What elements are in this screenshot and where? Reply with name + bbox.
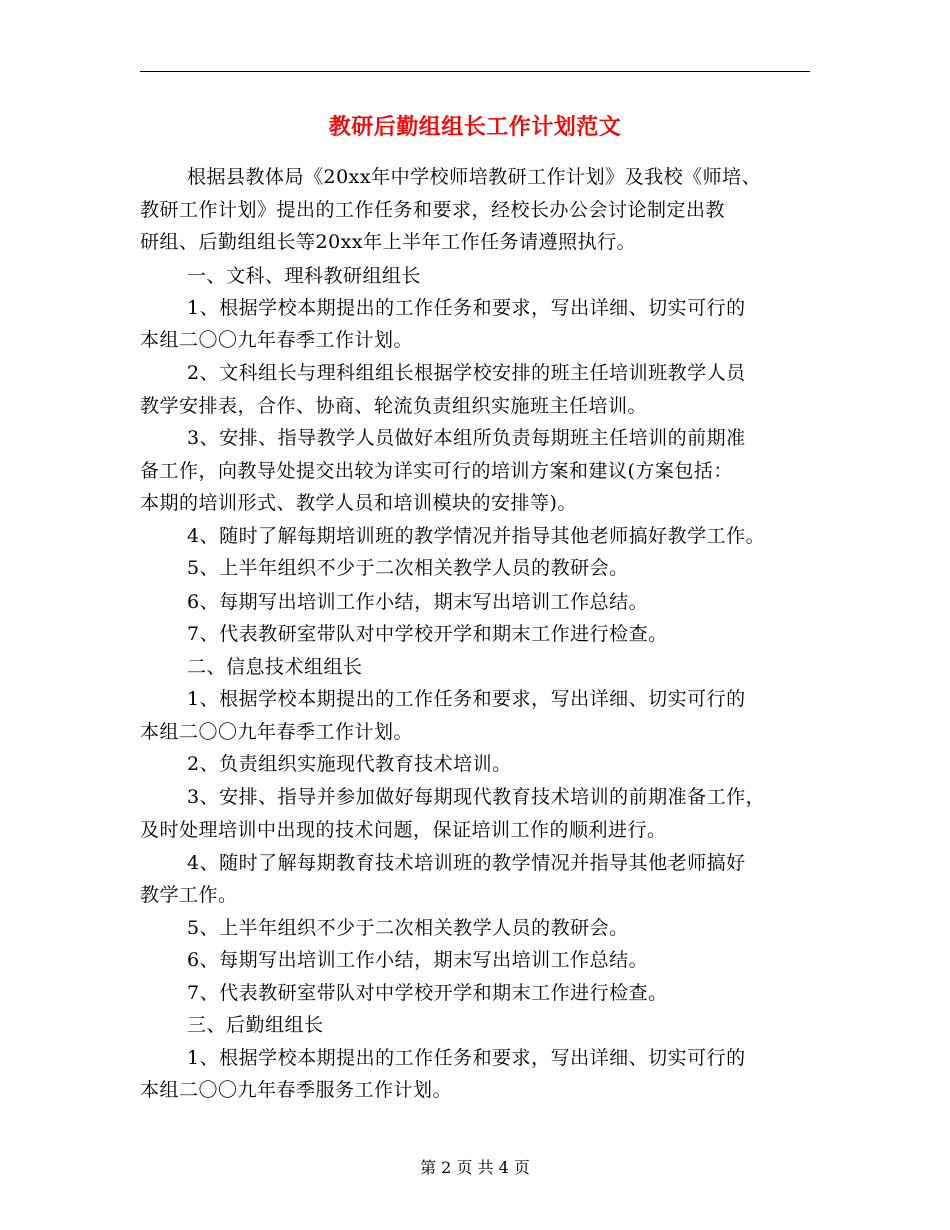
body-line: 本期的培训形式、教学人员和培训模块的安排等)。 [140, 492, 577, 514]
body-line: 本组二〇〇九年春季工作计划。 [140, 329, 414, 351]
section-heading: 二、信息技术组组长 [187, 656, 363, 678]
page-number: 第 2 页 共 4 页 [420, 1158, 530, 1177]
header-rule [140, 71, 810, 72]
body-line: 根据县教体局《20xx年中学校师培教研工作计划》及我校《师培、 [187, 166, 762, 188]
body-line: 1、根据学校本期提出的工作任务和要求，写出详细、切实可行的 [187, 297, 746, 319]
body-line: 本组二〇〇九年春季工作计划。 [140, 721, 414, 743]
body-line: 4、随时了解每期培训班的教学情况并指导其他老师搞好教学工作。 [187, 525, 766, 547]
body-line: 研组、后勤组组长等20xx年上半年工作任务请遵照执行。 [140, 231, 637, 253]
body-line: 及时处理培训中出现的技术问题，保证培训工作的顺利进行。 [140, 819, 667, 841]
body-line: 教学安排表，合作、协商、轮流负责组织实施班主任培训。 [140, 395, 648, 417]
body-line: 5、上半年组织不少于二次相关教学人员的教研会。 [187, 917, 629, 939]
body-line: 6、每期写出培训工作小结，期末写出培训工作总结。 [187, 591, 649, 613]
section-heading: 一、文科、理科教研组组长 [187, 265, 422, 287]
body-line: 教学工作。 [140, 884, 238, 906]
document-title: 教研后勤组组长工作计划范文 [328, 114, 622, 140]
body-line: 1、根据学校本期提出的工作任务和要求，写出详细、切实可行的 [187, 1047, 746, 1069]
body-line: 教研工作计划》提出的工作任务和要求，经校长办公会讨论制定出教 [140, 199, 726, 221]
body-line: 备工作，向教导处提交出较为详实可行的培训方案和建议(方案包括： [140, 460, 733, 482]
body-line: 7、代表教研室带队对中学校开学和期末工作进行检查。 [187, 623, 668, 645]
section-heading: 三、后勤组组长 [187, 1014, 324, 1036]
body-line: 1、根据学校本期提出的工作任务和要求，写出详细、切实可行的 [187, 688, 746, 710]
body-line: 5、上半年组织不少于二次相关教学人员的教研会。 [187, 557, 629, 579]
body-line: 4、随时了解每期教育技术培训班的教学情况并指导其他老师搞好 [187, 852, 746, 874]
body-line: 2、文科组长与理科组组长根据学校安排的班主任培训班教学人员 [187, 362, 746, 384]
body-line: 3、安排、指导教学人员做好本组所负责每期班主任培训的前期准 [187, 427, 746, 449]
body-line: 2、负责组织实施现代教育技术培训。 [187, 753, 512, 775]
body-line: 3、安排、指导并参加做好每期现代教育技术培训的前期准备工作， [187, 786, 766, 808]
body-line: 6、每期写出培训工作小结，期末写出培训工作总结。 [187, 949, 649, 971]
body-line: 7、代表教研室带队对中学校开学和期末工作进行检查。 [187, 982, 668, 1004]
body-line: 本组二〇〇九年春季服务工作计划。 [140, 1079, 453, 1101]
